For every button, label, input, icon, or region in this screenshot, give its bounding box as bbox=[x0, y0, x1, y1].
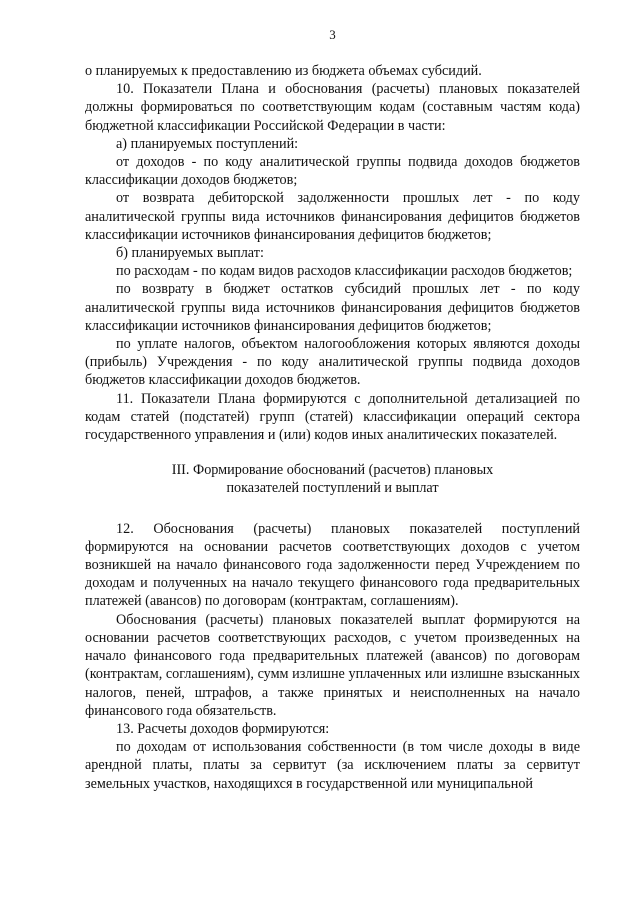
paragraph-11: 11. Показатели Плана формируются с дополнительной детализацией по кодам статей (подстатей) групп (статей) классификации операций сектора государственного управления и (или) кодов иных аналитических показателей. bbox=[85, 390, 580, 444]
page-number: 3 bbox=[329, 27, 336, 42]
section-heading-line-1: III. Формирование обоснований (расчетов) плановых bbox=[171, 462, 494, 479]
list-item-taxes: по уплате налогов, объектом налогообложения которых являются доходы (прибыль) Учреждения - по коду аналитической группы подвида доходов бюджетов классификации доходов бюджетов. bbox=[85, 336, 580, 389]
list-item-property-income: по доходам от использования собственности (в том числе доходы в виде арендной платы, платы за сервитут (за исключением платы за сервитут земельных участков, находящихся в государственной или муниципальной bbox=[85, 739, 580, 792]
paragraph-12: 12. Обоснования (расчеты) плановых показателей поступлений формируются на основании расчетов соответствующих доходов с учетом возникшей на начало финансового года задолженности перед Учреждением по доходам и полученных на начало текущего финансового года предварительных платежей (авансов) по договорам (контрактам, соглашениям). bbox=[85, 520, 580, 610]
list-item-income: от доходов - по коду аналитической группы подвида доходов бюджетов классификации доходов бюджетов; bbox=[85, 154, 580, 189]
section-heading-line-2: показателей поступлений и выплат bbox=[226, 480, 439, 497]
list-item-subsidy-return: по возврату в бюджет остатков субсидий прошлых лет - по коду аналитической группы вида источников финансирования дефицитов бюджетов классификации источников финансирования дефицитов бюджетов; bbox=[85, 281, 580, 334]
paragraph-subsidies: о планируемых к предоставлению из бюджета объемах субсидий. bbox=[85, 63, 482, 79]
list-item-expenses: по расходам - по кодам видов расходов классификации расходов бюджетов; bbox=[116, 263, 573, 280]
paragraph-payments-justification: Обоснования (расчеты) плановых показателей выплат формируются на основании расчетов соответствующих расходов, с учетом произведенных на начало финансового года предварительных платежей (авансов) по договорам (контрактам, соглашениям), сумм излишне уплаченных или излишне взысканных налогов, пеней, штрафов, а также принятых и неисполненных на начало финансового года обязательств. bbox=[85, 611, 580, 719]
list-item-planned-payments: б) планируемых выплат: bbox=[116, 245, 264, 262]
paragraph-10: 10. Показатели Плана и обоснования (расчеты) плановых показателей должны формироваться по соответствующим кодам (составным частям кода) бюджетной классификации Российской Федерации в части: bbox=[85, 81, 580, 134]
list-item-receivables: от возврата дебиторской задолженности прошлых лет - по коду аналитической группы вида источников финансирования дефицитов бюджетов классификации источников финансирования дефицитов бюджетов; bbox=[85, 190, 580, 243]
paragraph-13: 13. Расчеты доходов формируются: bbox=[116, 720, 330, 737]
list-item-planned-receipts: а) планируемых поступлений: bbox=[116, 135, 299, 152]
